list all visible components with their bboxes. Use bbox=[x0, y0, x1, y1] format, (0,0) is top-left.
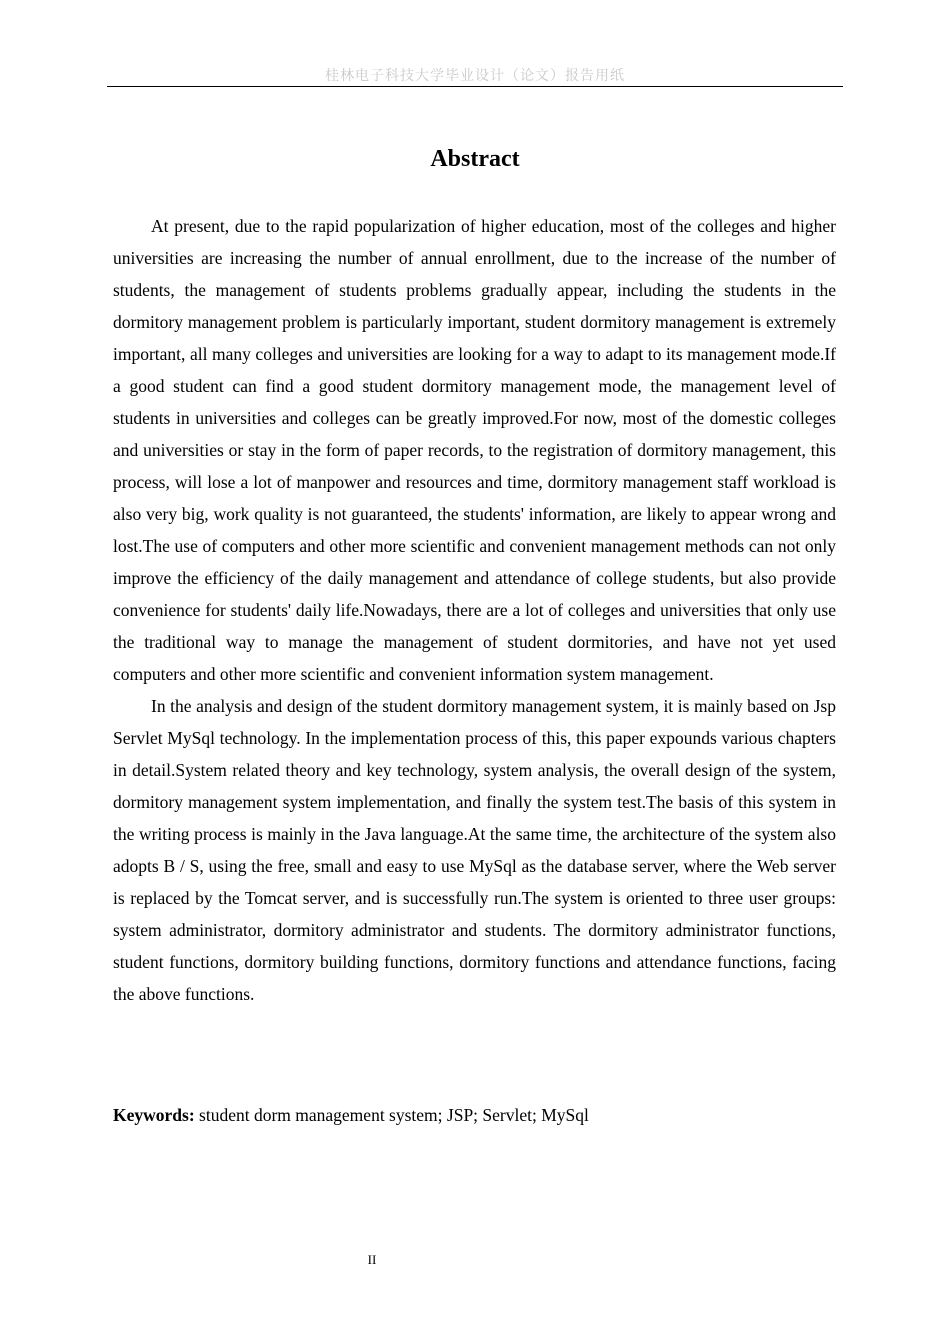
running-header: 桂林电子科技大学毕业设计（论文）报告用纸 bbox=[325, 68, 625, 84]
abstract-title: Abstract bbox=[430, 146, 520, 172]
keywords-line bbox=[113, 1101, 836, 1129]
abstract-body bbox=[113, 210, 836, 1010]
header-divider bbox=[107, 86, 843, 87]
keywords-label: Keywords: bbox=[113, 1105, 195, 1125]
page-number: II bbox=[367, 1252, 377, 1267]
abstract-paragraph-2: In the analysis and design of the student dormitory management system, it is mainly based on Jsp Servlet MySql technology. In the implementation process of this, this paper expounds various chapters in detail.System related theory and key technology, system analysis, the overall design of the system, dormitory management system implementation, and finally the system test.The basis of this system in the writing process is mainly in the Java language.At the same time, the architecture of the system also adopts B / S, using the free, small and easy to use MySql as the database server, where the Web server is replaced by the Tomcat server, and is successfully run.The system is oriented to three user groups: system administrator, dormitory administrator and students. The dormitory administrator functions, student functions, dormitory building functions, dormitory functions and attendance functions, facing the above functions. bbox=[113, 696, 836, 1004]
abstract-paragraph-1: At present, due to the rapid popularization of higher education, most of the colleges and higher universities are increasing the number of annual enrollment, due to the increase of the number of students, the management of students problems gradually appear, including the students in the dormitory management problem is particularly important, student dormitory management is extremely important, all many colleges and universities are looking for a way to adapt to its management mode.If a good student can find a good student dormitory management mode, the management level of students in universities and colleges can be greatly improved.For now, most of the domestic colleges and universities or stay in the form of paper records, to the registration of dormitory management, this process, will lose a lot of manpower and resources and time, dormitory management staff workload is also very big, work quality is not guaranteed, the students' information, are likely to appear wrong and lost.The use of computers and other more scientific and convenient management methods can not only improve the efficiency of the daily management and attendance of college students, but also provide convenience for students' daily life.Nowadays, there are a lot of colleges and universities that only use the traditional way to manage the management of student dormitories, and have not yet used computers and other more scientific and convenient information system management. bbox=[113, 216, 836, 684]
keywords-text: student dorm management system; JSP; Servlet; MySql bbox=[194, 1105, 589, 1125]
